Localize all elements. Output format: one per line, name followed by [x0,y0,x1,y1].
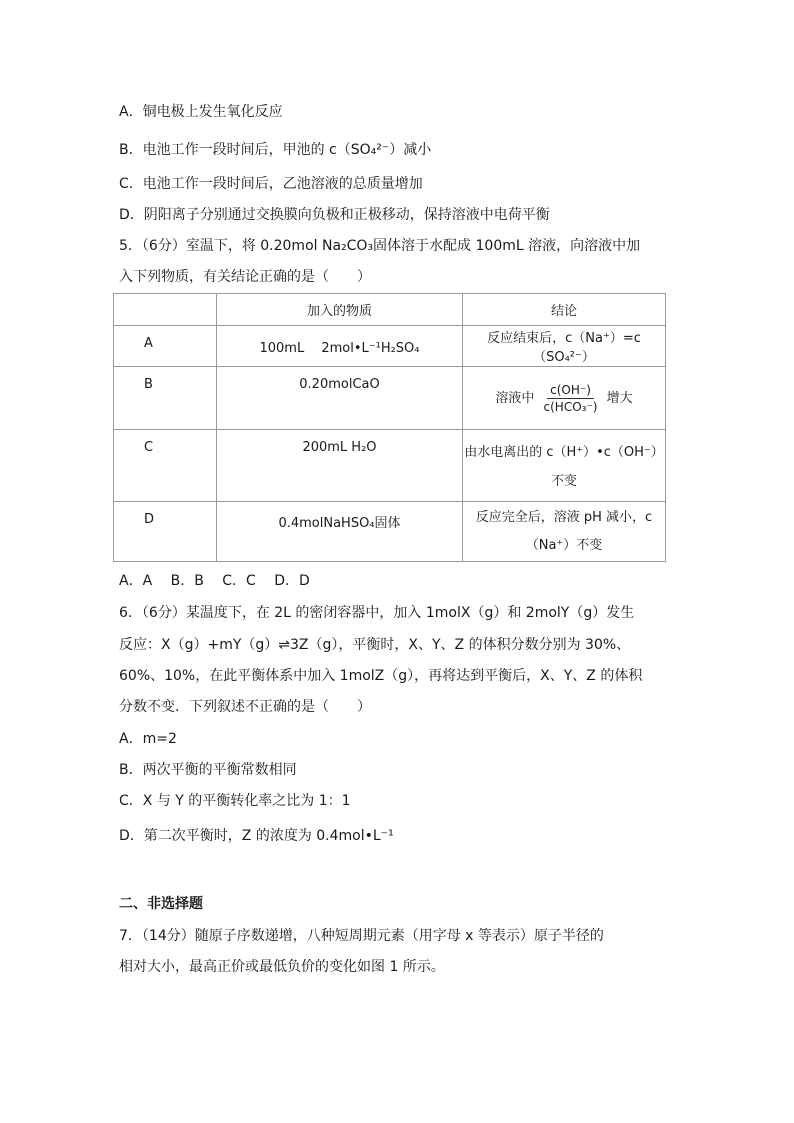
q4-option-c: C．电池工作一段时间后，乙池溶液的总质量增加 [119,176,423,192]
section-heading: 二、非选择题 [119,896,203,912]
conclusion-line1: 由水电离出的 c（H⁺）•c（OH⁻） [464,444,664,460]
q6-option-d: D．第二次平衡时，Z 的浓度为 0.4mol•L⁻¹ [119,828,394,844]
conclusion-prefix: 溶液中 [495,390,535,406]
q5-row-letter: C [114,430,217,502]
q4-option-b: B．电池工作一段时间后，甲池的 c（SO₄²⁻）减小 [119,142,432,158]
q5-header-substance: 加入的物质 [217,294,463,326]
q5-row-letter: A [114,326,217,367]
q5-row-d [114,502,666,562]
q5-row-conclusion [463,430,666,502]
q5-row-substance: 200mL H₂O [217,430,463,502]
fraction-numerator: c(OH⁻) [547,382,594,399]
q6-stem-line1: 6．（6分）某温度下，在 2L 的密闭容器中，加入 1molX（g）和 2molY（g）发生 [119,605,635,621]
q5-row-substance: 0.4molNaHSO₄固体 [217,502,463,562]
q5-row-c [114,430,666,502]
q5-table-header-row [114,294,666,326]
q6-stem-line4: 分数不变．下列叙述不正确的是（ ） [119,699,371,715]
q6-option-b: B．两次平衡的平衡常数相同 [119,762,297,778]
conclusion-line2: 不变 [550,473,577,489]
q5-row-substance: 100mL 2mol•L⁻¹H₂SO₄ [217,326,463,367]
q4-option-a: A．铜电极上发生氧化反应 [119,104,283,120]
conclusion-suffix: 增大 [606,390,633,406]
concentration-ratio-fraction [541,382,601,415]
q5-row-b [114,367,666,430]
fraction-denominator: c(HCO₃⁻) [543,399,598,414]
q6-stem-line2: 反应：X（g）+mY（g）⇌3Z（g），平衡时，X、Y、Z 的体积分数分别为 30%、 [119,637,631,653]
q5-stem-line1: 5．（6分）室温下，将 0.20mol Na₂CO₃固体溶于水配成 100mL 溶液，向溶液中加 [119,238,641,254]
q5-row-conclusion [463,367,666,430]
q5-row-conclusion: 反应结束后，c（Na⁺）=c（SO₄²⁻） [463,326,666,367]
q5-answer-options: A．A B．B C．C D．D [119,573,310,589]
q5-table [113,293,666,562]
q6-stem-line3: 60%、10%，在此平衡体系中加入 1molZ（g），再将达到平衡后，X、Y、Z 的体积 [119,668,643,684]
q4-option-d: D．阴阳离子分别通过交换膜向负极和正极移动，保持溶液中电荷平衡 [119,207,550,223]
q5-header-conclusion: 结论 [463,294,666,326]
q7-stem-line1: 7．（14分）随原子序数递增，八种短周期元素（用字母 x 等表示）原子半径的 [119,928,604,944]
q6-option-a: A．m=2 [119,731,177,747]
q5-stem-line2: 入下列物质，有关结论正确的是（ ） [119,269,371,285]
q6-option-c: C．X 与 Y 的平衡转化率之比为 1：1 [119,793,351,809]
q5-row-conclusion [463,502,666,562]
q5-row-a [114,326,666,367]
conclusion-line1: 反应完全后，溶液 pH 减小，c [475,509,653,525]
q5-row-letter: D [114,502,217,562]
conclusion-line2: （Na⁺）不变 [525,537,603,553]
q5-row-letter: B [114,367,217,430]
q5-row-substance: 0.20molCaO [217,367,463,430]
q7-stem-line2: 相对大小，最高正价或最低负价的变化如图 1 所示。 [119,959,445,975]
